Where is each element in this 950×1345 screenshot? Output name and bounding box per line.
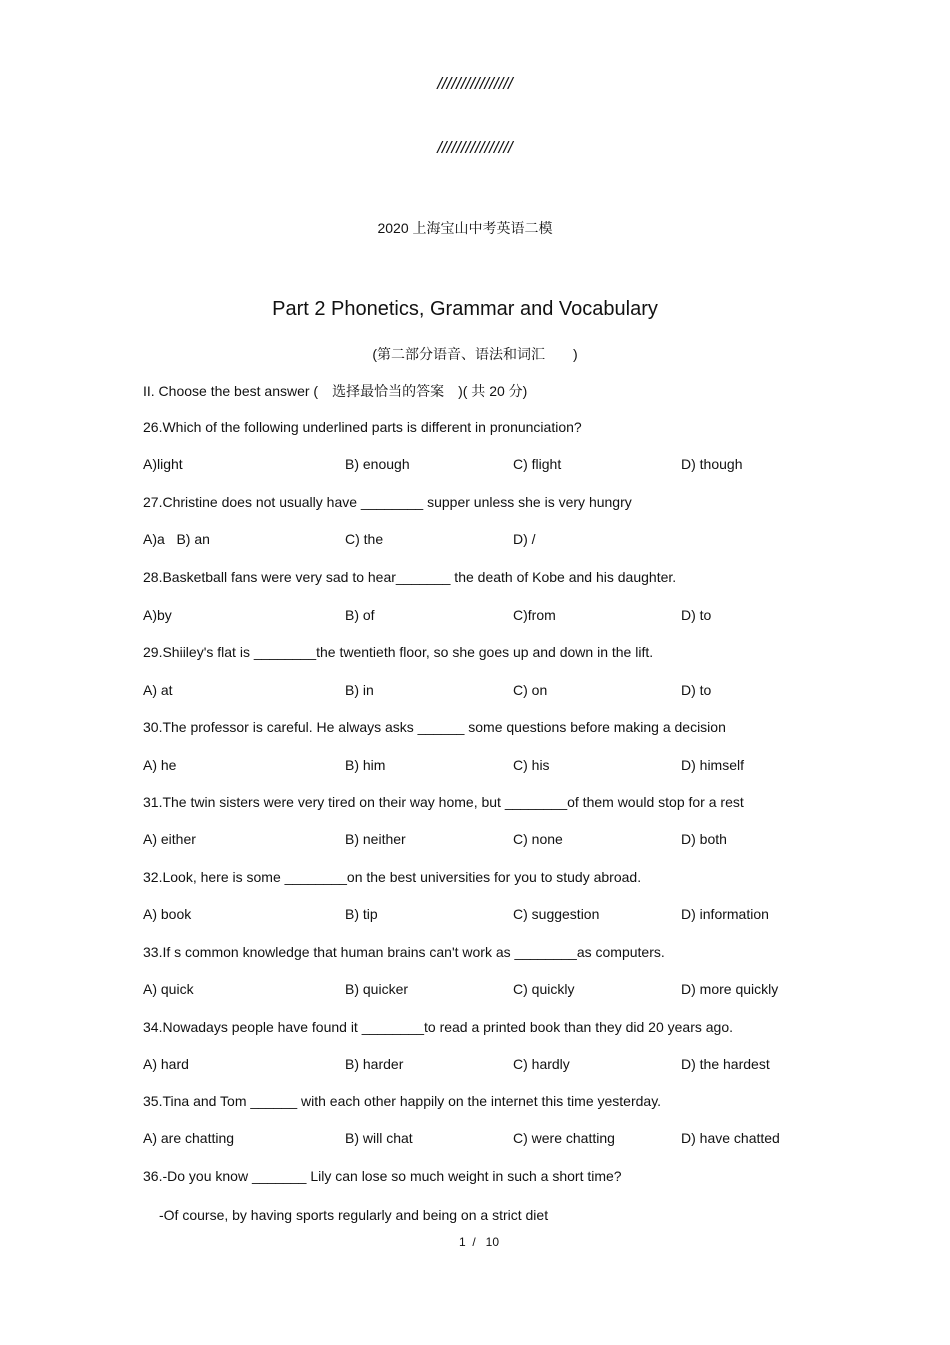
option-c: C) suggestion: [513, 906, 600, 922]
option-a: A) at: [143, 682, 173, 698]
option-b: B) harder: [345, 1056, 404, 1072]
option-c: C) none: [513, 831, 563, 847]
header-slashes-bottom: ////////////////: [437, 138, 513, 157]
option-a-b: A)a B) an: [143, 531, 210, 547]
option-a: A)light: [143, 456, 183, 472]
option-b: B) enough: [345, 456, 410, 472]
question-stem: 29.Shiiley's flat is ________the twentieth floor, so she goes up and down in the lift.: [143, 644, 654, 660]
question-stem: 32.Look, here is some ________on the best universities for you to study abroad.: [143, 869, 642, 885]
option-d: D) though: [681, 456, 743, 472]
option-b: B) neither: [345, 831, 406, 847]
option-b: B) tip: [345, 906, 378, 922]
option-a: A) quick: [143, 981, 194, 997]
exam-title: 2020 上海宝山中考英语二模: [377, 220, 553, 236]
question-stem: 35.Tina and Tom ______ with each other happily on the internet this time yesterday.: [143, 1093, 662, 1109]
option-a: A) book: [143, 906, 192, 922]
question-stem: 30.The professor is careful. He always asks ______ some questions before making a decision: [143, 719, 726, 735]
option-d: D) information: [681, 906, 769, 922]
page-number: 1 / 10: [458, 1235, 500, 1249]
question-stem: 31.The twin sisters were very tired on their way home, but ________of them would stop for a rest: [143, 794, 744, 810]
header-slashes-top: ////////////////: [437, 74, 513, 93]
question-stem: 27.Christine does not usually have ________ supper unless she is very hungry: [143, 494, 632, 510]
part-subtitle: (第二部分语音、语法和词汇 ): [372, 346, 578, 362]
option-b: B) quicker: [345, 981, 409, 997]
option-c: C) the: [345, 531, 384, 547]
question-stem: 34.Nowadays people have found it ________to read a printed book than they did 20 years ago.: [143, 1019, 733, 1035]
option-b: B) in: [345, 682, 374, 698]
option-d: D) /: [513, 531, 536, 547]
option-c: C) hardly: [513, 1056, 570, 1072]
option-c: C) quickly: [513, 981, 575, 997]
question-stem: 33.If s common knowledge that human brains can't work as ________as computers.: [143, 944, 665, 960]
option-a: A) hard: [143, 1056, 189, 1072]
option-d: D) have chatted: [681, 1130, 780, 1146]
option-c: C)from: [513, 607, 556, 623]
option-d: D) more quickly: [681, 981, 779, 997]
question-stem: 36.-Do you know _______ Lily can lose so much weight in such a short time?: [143, 1168, 622, 1184]
option-d: D) to: [681, 682, 712, 698]
dialogue-reply: -Of course, by having sports regularly and being on a strict diet: [159, 1207, 549, 1223]
option-a: A)by: [143, 607, 172, 623]
option-d: D) to: [681, 607, 712, 623]
section-instruction: II. Choose the best answer ( 选择最恰当的答案 )( 共 20 分): [143, 383, 528, 399]
option-b: B) him: [345, 757, 386, 773]
option-d: D) the hardest: [681, 1056, 770, 1072]
option-c: C) were chatting: [513, 1130, 615, 1146]
option-d: D) himself: [681, 757, 745, 773]
question-stem: 26.Which of the following underlined parts is different in pronunciation?: [143, 419, 582, 435]
option-c: C) on: [513, 682, 548, 698]
question-stem: 28.Basketball fans were very sad to hear_______ the death of Kobe and his daughter.: [143, 569, 677, 585]
option-a: A) he: [143, 757, 177, 773]
option-a: A) are chatting: [143, 1130, 235, 1146]
option-b: B) of: [345, 607, 375, 623]
option-c: C) flight: [513, 456, 562, 472]
option-c: C) his: [513, 757, 550, 773]
part-title: Part 2 Phonetics, Grammar and Vocabulary: [272, 298, 658, 320]
option-a: A) either: [143, 831, 196, 847]
option-d: D) both: [681, 831, 727, 847]
option-b: B) will chat: [345, 1130, 413, 1146]
